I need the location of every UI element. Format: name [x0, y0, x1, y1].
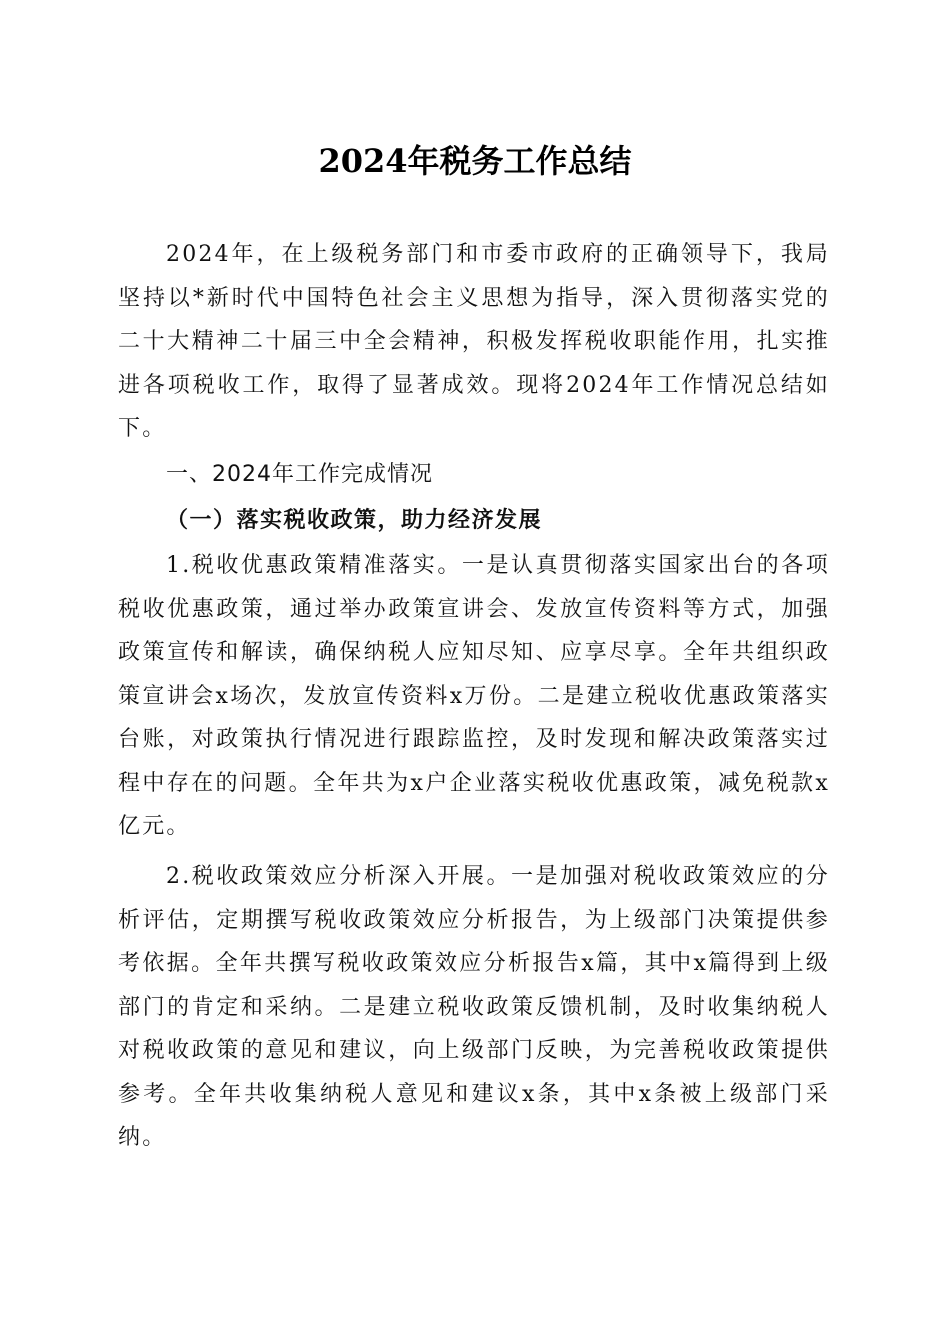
- item-paragraph-1: 1.税收优惠政策精准落实。一是认真贯彻落实国家出台的各项税收优惠政策，通过举办政策宣讲会、发放宣传资料等方式，加强政策宣传和解读，确保纳税人应知尽知、应享尽享。全年共组织政策宣讲会x场次，发放宣传资料x万份。二是建立税收优惠政策落实台账，对政策执行情况进行跟踪监控，及时发现和解决政策落实过程中存在的问题。全年共为x户企业落实税收优惠政策，减免税款x亿元。: [118, 553, 830, 839]
- document-title: 2024年税务工作总结: [318, 142, 632, 180]
- intro-paragraph: 2024年，在上级税务部门和市委市政府的正确领导下，我局坚持以*新时代中国特色社会主义思想为指导，深入贯彻落实党的二十大精神二十届三中全会精神，积极发挥税收职能作用，扎实推进各项税收工作，取得了显著成效。现将2024年工作情况总结如下。: [118, 242, 830, 441]
- subsection-heading: （一）落实税收政策，助力经济发展: [166, 507, 543, 533]
- item-paragraph-2: 2.税收政策效应分析深入开展。一是加强对税收政策效应的分析评估，定期撰写税收政策效应分析报告，为上级部门决策提供参考依据。全年共撰写税收政策效应分析报告x篇，其中x篇得到上级部门的肯定和采纳。二是建立税收政策反馈机制，及时收集纳税人对税收政策的意见和建议，向上级部门反映，为完善税收政策提供参考。全年共收集纳税人意见和建议x条，其中x条被上级部门采纳。: [118, 864, 830, 1150]
- section-heading: 一、2024年工作完成情况: [166, 462, 433, 487]
